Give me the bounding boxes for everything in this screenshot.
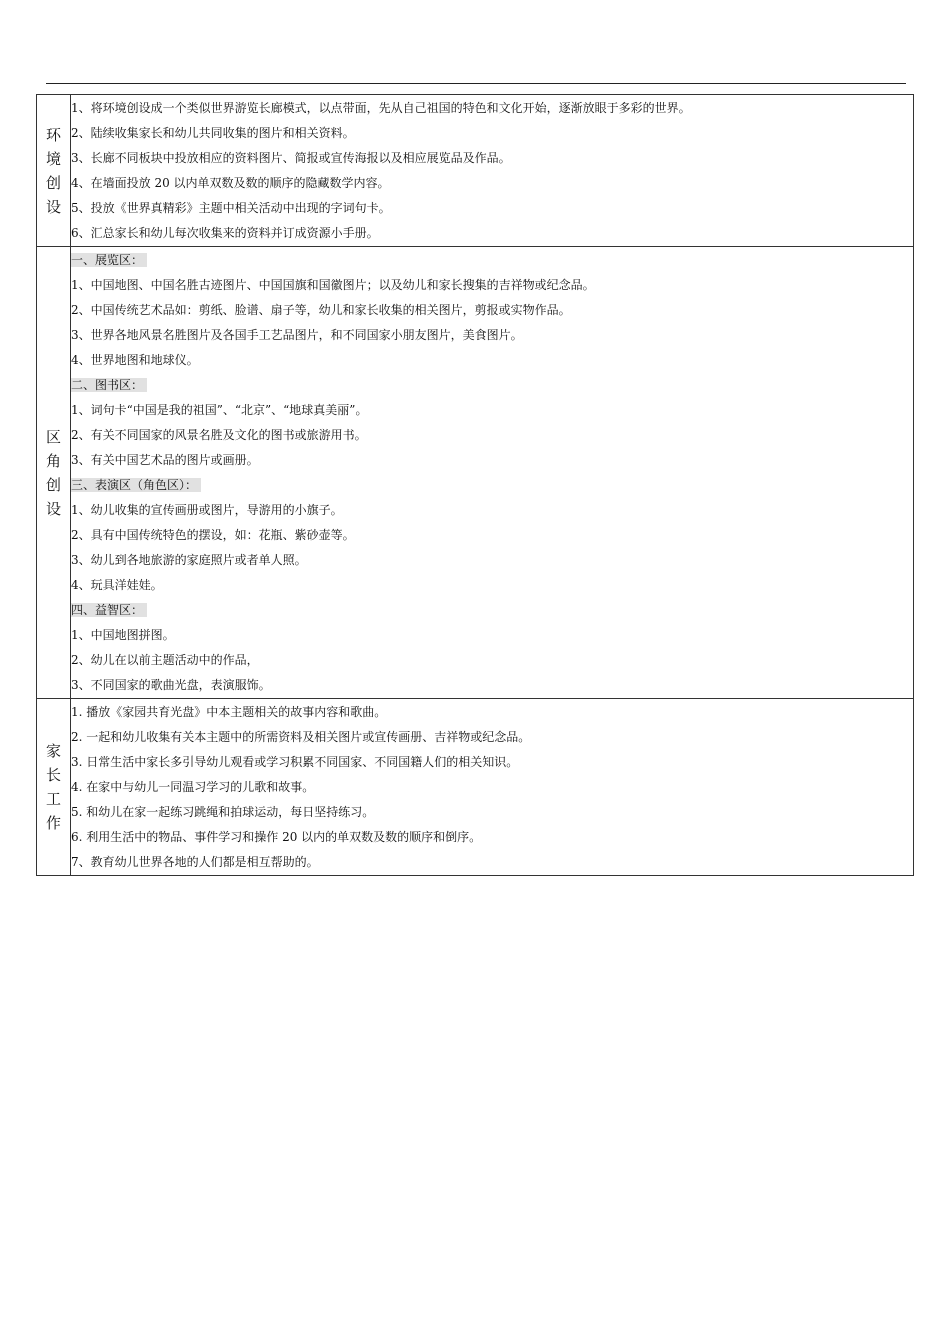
- section-label-char: 长: [45, 766, 61, 784]
- list-item: [71, 548, 913, 573]
- section-label-cell: [37, 95, 71, 247]
- list-item-text: 2、陆续收集家长和幼儿共同收集的图片和相关资料。: [71, 126, 355, 140]
- section-label: [46, 123, 61, 219]
- subsection-heading-text: 一、展览区：: [71, 253, 147, 267]
- subsection-heading: [71, 248, 913, 273]
- section-label-char: 环: [45, 125, 61, 144]
- list-item-text: 1、中国地图拼图。: [71, 628, 175, 642]
- subsection-heading: [71, 373, 913, 398]
- list-item: [71, 323, 913, 348]
- list-item: [71, 423, 913, 448]
- list-item-text: 3. 日常生活中家长多引导幼儿观看或学习积累不同国家、不同国籍人们的相关知识。: [71, 755, 519, 769]
- list-item-text: 4、在墙面投放 20 以内单双数及数的顺序的隐藏数学内容。: [71, 176, 390, 190]
- list-item-text: 7、教育幼儿世界各地的人们都是相互帮助的。: [71, 855, 319, 869]
- section-label-char: 创: [45, 475, 61, 494]
- section-label: [46, 739, 61, 835]
- list-item-text: 3、有关中国艺术品的图片或画册。: [71, 453, 259, 467]
- section-row-corner-areas: [37, 247, 914, 699]
- list-item: [71, 171, 913, 196]
- section-label-cell: [37, 699, 71, 876]
- list-item: [71, 196, 913, 221]
- list-item-text: 4. 在家中与幼儿一同温习学习的儿歌和故事。: [71, 780, 315, 794]
- list-item-text: 3、幼儿到各地旅游的家庭照片或者单人照。: [71, 553, 307, 567]
- section-label-char: 作: [45, 814, 61, 832]
- subsection-heading-text: 四、益智区：: [71, 603, 147, 617]
- list-item: [71, 750, 913, 775]
- list-item: [71, 146, 913, 171]
- list-item: [71, 398, 913, 423]
- list-item-text: 1、幼儿收集的宣传画册或图片，导游用的小旗子。: [71, 503, 343, 517]
- list-item-text: 6. 利用生活中的物品、事件学习和操作 20 以内的单双数及数的顺序和倒序。: [71, 830, 482, 844]
- list-item: [71, 523, 913, 548]
- list-item: [71, 121, 913, 146]
- section-label-char: 区: [45, 427, 61, 446]
- subsection-heading: [71, 473, 913, 498]
- list-item-text: 1. 播放《家园共育光盘》中本主题相关的故事内容和歌曲。: [71, 705, 387, 719]
- list-item: [71, 273, 913, 298]
- list-item: [71, 700, 913, 725]
- list-item: [71, 673, 913, 698]
- section-label: [46, 425, 61, 521]
- section-label-char: 设: [45, 499, 61, 518]
- list-item-text: 2、中国传统艺术品如：剪纸、脸谱、扇子等，幼儿和家长收集的相关图片，剪报或实物作品。: [71, 303, 571, 317]
- list-item-text: 5、投放《世界真精彩》主题中相关活动中出现的字词句卡。: [71, 201, 391, 215]
- list-item: [71, 775, 913, 800]
- section-label-char: 工: [45, 790, 61, 808]
- section-label-char: 设: [45, 197, 61, 216]
- list-item: [71, 348, 913, 373]
- list-item: [71, 498, 913, 523]
- subsection-heading-text: 二、图书区：: [71, 378, 147, 392]
- list-item-text: 3、长廊不同板块中投放相应的资料图片、简报或宣传海报以及相应展览品及作品。: [71, 151, 511, 165]
- subsection-heading: [71, 598, 913, 623]
- section-content-cell: [71, 95, 914, 247]
- section-label-char: 创: [45, 173, 61, 192]
- list-item: [71, 448, 913, 473]
- section-row-parent-work: [37, 699, 914, 876]
- list-item-text: 4、玩具洋娃娃。: [71, 578, 163, 592]
- list-item-text: 6、汇总家长和幼儿每次收集来的资料并订成资源小手册。: [71, 226, 379, 240]
- list-item: [71, 850, 913, 875]
- list-item-text: 1、将环境创设成一个类似世界游览长廊模式，以点带面，先从自己祖国的特色和文化开始，逐渐放眼于多彩的世界。: [71, 101, 691, 115]
- list-item-text: 4、世界地图和地球仪。: [71, 353, 199, 367]
- subsection-heading-text: 三、表演区（角色区）：: [71, 478, 201, 492]
- section-content-cell: [71, 247, 914, 699]
- list-item-text: 1、中国地图、中国名胜古迹图片、中国国旗和国徽图片；以及幼儿和家长搜集的吉祥物或纪念品。: [71, 278, 595, 292]
- section-label-cell: [37, 247, 71, 699]
- list-item-text: 2、具有中国传统特色的摆设，如：花瓶、紫砂壶等。: [71, 528, 355, 542]
- list-item-text: 3、不同国家的歌曲光盘，表演服饰。: [71, 678, 271, 692]
- list-item: [71, 800, 913, 825]
- section-content-cell: [71, 699, 914, 876]
- list-item-text: 2、幼儿在以前主题活动中的作品，: [71, 653, 259, 667]
- list-item: [71, 648, 913, 673]
- section-label-char: 家: [45, 742, 61, 760]
- header-rule: [46, 83, 906, 84]
- section-label-char: 境: [45, 149, 61, 168]
- list-item: [71, 221, 913, 246]
- list-item-text: 1、词句卡“中国是我的祖国”、“北京”、“地球真美丽”。: [71, 403, 368, 417]
- list-item: [71, 298, 913, 323]
- list-item: [71, 573, 913, 598]
- list-item-text: 5. 和幼儿在家一起练习跳绳和拍球运动，每日坚持练习。: [71, 805, 375, 819]
- section-row-environment: [37, 95, 914, 247]
- section-label-char: 角: [45, 451, 61, 470]
- activity-plan-table: [36, 94, 914, 876]
- list-item-text: 2. 一起和幼儿收集有关本主题中的所需资料及相关图片或宣传画册、吉祥物或纪念品。: [71, 730, 531, 744]
- list-item-text: 2、有关不同国家的风景名胜及文化的图书或旅游用书。: [71, 428, 367, 442]
- list-item: [71, 725, 913, 750]
- list-item: [71, 623, 913, 648]
- list-item: [71, 825, 913, 850]
- table-body: [37, 95, 914, 876]
- list-item-text: 3、世界各地风景名胜图片及各国手工艺品图片，和不同国家小朋友图片，美食图片。: [71, 328, 523, 342]
- list-item: [71, 96, 913, 121]
